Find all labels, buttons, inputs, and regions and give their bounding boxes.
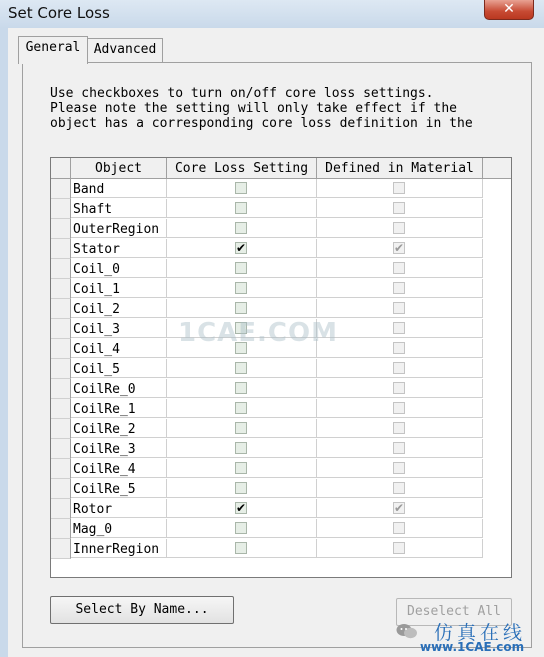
core-loss-setting-checkbox[interactable] — [235, 302, 247, 314]
object-name-cell: Mag_0 — [71, 519, 167, 538]
defined-in-material-cell — [317, 399, 483, 418]
defined-in-material-cell — [317, 479, 483, 498]
tab-advanced[interactable] — [87, 38, 163, 63]
core-loss-setting-cell — [167, 359, 317, 378]
object-name-cell: Stator — [71, 239, 167, 258]
core-loss-setting-cell — [167, 499, 317, 518]
defined-in-material-cell — [317, 219, 483, 238]
tab-general[interactable] — [18, 36, 88, 64]
wechat-icon — [396, 622, 418, 640]
defined-in-material-checkbox — [393, 222, 405, 234]
grid-header — [51, 158, 511, 179]
core-loss-setting-checkbox[interactable] — [235, 422, 247, 434]
table-row — [51, 439, 483, 459]
defined-in-material-cell — [317, 419, 483, 438]
object-name-cell: OuterRegion — [71, 219, 167, 238]
table-row — [51, 199, 483, 219]
core-loss-setting-cell — [167, 539, 317, 558]
table-row — [51, 539, 483, 559]
core-loss-setting-cell — [167, 259, 317, 278]
object-name-cell: Shaft — [71, 199, 167, 218]
tab-general-label: General — [25, 40, 81, 55]
instructions-text — [50, 86, 530, 131]
table-row — [51, 479, 483, 499]
instruction-line: object has a corresponding core loss definition in the — [50, 116, 473, 131]
object-name-cell: Coil_3 — [71, 319, 167, 338]
defined-in-material-cell — [317, 459, 483, 478]
defined-in-material-checkbox — [393, 322, 405, 334]
defined-in-material-checkbox — [393, 262, 405, 274]
defined-in-material-cell — [317, 359, 483, 378]
table-row — [51, 299, 483, 319]
core-loss-setting-checkbox[interactable]: ✔ — [236, 241, 247, 255]
object-name-cell: CoilRe_1 — [71, 399, 167, 418]
core-loss-setting-cell — [167, 479, 317, 498]
core-loss-setting-checkbox[interactable] — [235, 382, 247, 394]
table-row — [51, 259, 483, 279]
table-row — [51, 359, 483, 379]
defined-in-material-checkbox — [393, 422, 405, 434]
core-loss-setting-checkbox[interactable] — [235, 222, 247, 234]
object-name-cell: Rotor — [71, 499, 167, 518]
deselect-all-button[interactable]: Deselect All — [396, 598, 512, 626]
core-loss-setting-cell — [167, 279, 317, 298]
core-loss-setting-checkbox[interactable] — [235, 262, 247, 274]
defined-in-material-cell — [317, 259, 483, 278]
defined-in-material-checkbox — [393, 442, 405, 454]
defined-in-material-cell — [317, 339, 483, 358]
header-corner — [51, 158, 71, 178]
table-row — [51, 459, 483, 479]
core-loss-setting-checkbox[interactable] — [235, 442, 247, 454]
defined-in-material-checkbox — [393, 342, 405, 354]
defined-in-material-cell — [317, 519, 483, 538]
title-bar — [0, 0, 544, 29]
table-row — [51, 219, 483, 239]
table-row — [51, 239, 483, 259]
core-loss-setting-checkbox[interactable] — [235, 402, 247, 414]
select-by-name-button[interactable]: Select By Name... — [50, 596, 234, 624]
core-loss-setting-cell — [167, 179, 317, 198]
header-filler — [483, 158, 510, 178]
defined-in-material-cell — [317, 499, 483, 518]
object-name-cell: Coil_1 — [71, 279, 167, 298]
object-name-cell: CoilRe_5 — [71, 479, 167, 498]
object-name-cell: Coil_0 — [71, 259, 167, 278]
defined-in-material-checkbox — [393, 522, 405, 534]
core-loss-setting-cell — [167, 439, 317, 458]
core-loss-setting-checkbox[interactable] — [235, 362, 247, 374]
core-loss-setting-cell — [167, 419, 317, 438]
defined-in-material-cell — [317, 439, 483, 458]
brand-url: www.1CAE.com — [420, 640, 525, 654]
defined-in-material-checkbox — [393, 402, 405, 414]
defined-in-material-checkbox — [393, 282, 405, 294]
defined-in-material-cell — [317, 179, 483, 198]
table-row — [51, 379, 483, 399]
defined-in-material-checkbox: ✔ — [394, 501, 405, 515]
defined-in-material-checkbox — [393, 482, 405, 494]
core-loss-setting-checkbox[interactable] — [235, 462, 247, 474]
brand-logo — [394, 618, 542, 656]
watermark: 1CAE.COM — [178, 318, 338, 348]
core-loss-setting-checkbox[interactable] — [235, 522, 247, 534]
object-name-cell: InnerRegion — [71, 539, 167, 558]
core-loss-setting-checkbox[interactable] — [235, 182, 247, 194]
instruction-line: Use checkboxes to turn on/off core loss settings. — [50, 86, 434, 101]
defined-in-material-cell — [317, 299, 483, 318]
defined-in-material-checkbox — [393, 202, 405, 214]
defined-in-material-cell — [317, 199, 483, 218]
defined-in-material-checkbox — [393, 362, 405, 374]
close-button[interactable] — [484, 0, 534, 20]
core-loss-setting-cell — [167, 299, 317, 318]
instruction-line: Please note the setting will only take effect if the — [50, 101, 457, 116]
defined-in-material-checkbox: ✔ — [394, 241, 405, 255]
object-name-cell: CoilRe_2 — [71, 419, 167, 438]
defined-in-material-checkbox — [393, 462, 405, 474]
defined-in-material-checkbox — [393, 542, 405, 554]
table-row — [51, 419, 483, 439]
defined-in-material-cell — [317, 239, 483, 258]
defined-in-material-cell — [317, 539, 483, 558]
object-name-cell: CoilRe_4 — [71, 459, 167, 478]
defined-in-material-cell — [317, 379, 483, 398]
core-loss-setting-cell — [167, 459, 317, 478]
brand-chinese-text: 仿真在线 — [434, 622, 527, 644]
core-loss-setting-checkbox[interactable] — [235, 282, 247, 294]
core-loss-setting-cell — [167, 379, 317, 398]
table-row — [51, 519, 483, 539]
core-loss-grid — [50, 157, 512, 578]
object-name-cell: Band — [71, 179, 167, 198]
window-frame — [0, 28, 8, 657]
defined-in-material-checkbox — [393, 182, 405, 194]
defined-in-material-checkbox — [393, 302, 405, 314]
window-title: Set Core Loss — [8, 4, 110, 22]
table-row — [51, 499, 483, 519]
table-row — [51, 279, 483, 299]
defined-in-material-cell — [317, 279, 483, 298]
object-name-cell: Coil_2 — [71, 299, 167, 318]
core-loss-setting-checkbox[interactable] — [235, 542, 247, 554]
object-name-cell: Coil_4 — [71, 339, 167, 358]
object-name-cell: CoilRe_3 — [71, 439, 167, 458]
close-icon: ✕ — [503, 1, 515, 17]
core-loss-setting-cell — [167, 399, 317, 418]
object-name-cell: Coil_5 — [71, 359, 167, 378]
object-name-cell: CoilRe_0 — [71, 379, 167, 398]
column-header-defined-in-material[interactable]: Defined in Material — [317, 158, 483, 178]
tab-advanced-label: Advanced — [93, 42, 157, 57]
core-loss-setting-checkbox[interactable]: ✔ — [236, 501, 247, 515]
defined-in-material-checkbox — [393, 382, 405, 394]
table-row — [51, 399, 483, 419]
core-loss-setting-cell — [167, 519, 317, 538]
table-row — [51, 179, 483, 199]
defined-in-material-cell — [317, 319, 483, 338]
column-header-object[interactable]: Object — [71, 158, 167, 178]
core-loss-setting-cell — [167, 199, 317, 218]
core-loss-setting-checkbox[interactable] — [235, 202, 247, 214]
core-loss-setting-cell — [167, 219, 317, 238]
core-loss-setting-checkbox[interactable] — [235, 482, 247, 494]
core-loss-setting-cell — [167, 239, 317, 258]
column-header-core-loss-setting[interactable]: Core Loss Setting — [167, 158, 317, 178]
